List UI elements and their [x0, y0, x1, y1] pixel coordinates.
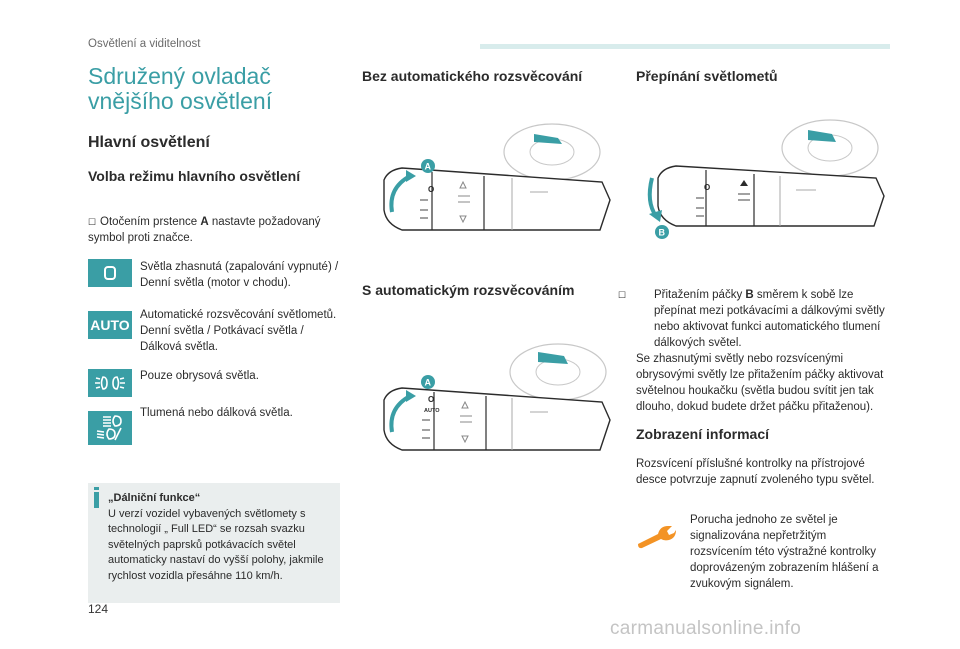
display-info-text: Rozsvícení příslušné kontrolky na přístrojové desce potvrzuje zapnutí zvoleného typu světel.: [636, 458, 875, 486]
steering-wheel-outline: [782, 120, 878, 176]
stalk-illustration-no-auto: [362, 112, 618, 240]
position-lights-icon: [88, 369, 132, 397]
page-title: Sdružený ovladač vnějšího osvětlení: [88, 63, 273, 114]
info-icon-dot: [94, 487, 99, 490]
section-label: Osvětlení a viditelnost: [88, 38, 201, 50]
stalk-body: [658, 166, 884, 226]
header-rule: [480, 44, 890, 49]
mode-off-text: Světla zhasnutá (zapalování vypnuté) / Denní světla (motor v chodu).: [140, 261, 339, 289]
stalk-illustration-auto: [362, 336, 618, 460]
page-number: 124: [88, 602, 109, 616]
stalk-label-o: O: [428, 395, 435, 404]
mode-position-text: Pouze obrysová světla.: [140, 370, 259, 382]
heading-auto: S automatickým rozsvěcováním: [362, 282, 575, 298]
svg-text:A: A: [424, 377, 431, 388]
pull-arrow: [650, 178, 656, 216]
auto-icon: AUTO: [88, 311, 132, 339]
steering-wheel-outline: [504, 124, 600, 180]
wrench-icon: [636, 524, 678, 550]
heading-beam-switch: Přepínání světlometů: [636, 68, 778, 84]
mode-beam-text: Tlumená nebo dálková světla.: [140, 407, 293, 419]
stalk-highlight: [808, 130, 836, 142]
stalk-label-o: O: [704, 183, 711, 192]
heading-main-lighting: Hlavní osvětlení: [88, 134, 210, 151]
watermark: carmanualsonline.info: [610, 618, 802, 639]
info-icon: [94, 492, 99, 508]
bullet-icon: ☐: [88, 217, 97, 227]
instruction-pull-b: ☐ Přitažením páčky B směrem k sobě lze přepínat mezi potkávacími a dálkovými světly nebo aktivovat funkci automatického tlumení dálkových světel. Se zhasnutými světly nebo rozsvícenými obrysovými světly lze přitažením páčky aktivovat světelnou houkačku (světla budou svítit jen tak dlouho, dokud budete držet páčku přitaženou).: [618, 289, 885, 413]
bullet-icon: ☐: [618, 290, 627, 300]
svg-text:A: A: [424, 161, 431, 172]
stalk-label-o: O: [428, 185, 435, 194]
heading-display-info: Zobrazení informací: [636, 426, 770, 442]
stalk-body: [384, 388, 610, 450]
beam-lights-icon: [88, 411, 132, 445]
stalk-label-auto: AUTO: [424, 408, 440, 414]
heading-mode-selection: Volba režimu hlavního osvětlení: [88, 168, 301, 184]
stalk-body: [384, 168, 610, 230]
instruction-ring-a: ☐ Otočením prstence A nastavte požadovaný symbol proti značce.: [88, 216, 321, 244]
fault-warning-text: Porucha jednoho ze světel je signalizována nepřetržitým rozsvícením této výstražné kontrolky doprovázeným zobrazením hlášení a zvukovým signálem.: [690, 514, 879, 590]
stalk-illustration-pull: [636, 112, 892, 242]
off-icon: [88, 259, 132, 287]
svg-text:B: B: [658, 227, 665, 238]
mode-auto-text: Automatické rozsvěcování světlometů. Denní světla / Potkávací světla / Dálková světla.: [140, 309, 337, 353]
heading-no-auto: Bez automatického rozsvěcování: [362, 68, 583, 84]
info-text: „Dálniční funkce“ U verzí vozidel vybavených světlomety s technologií „ Full LED“ se rozsah svazku světelných paprsků potkávacích světel automaticky nastaví do vyšší polohy, jakmile rychlost vozidla přesáhne 110 km/h.: [108, 492, 324, 582]
steering-wheel-outline: [510, 344, 606, 400]
stalk-highlight: [534, 134, 562, 144]
stalk-highlight: [538, 352, 568, 364]
